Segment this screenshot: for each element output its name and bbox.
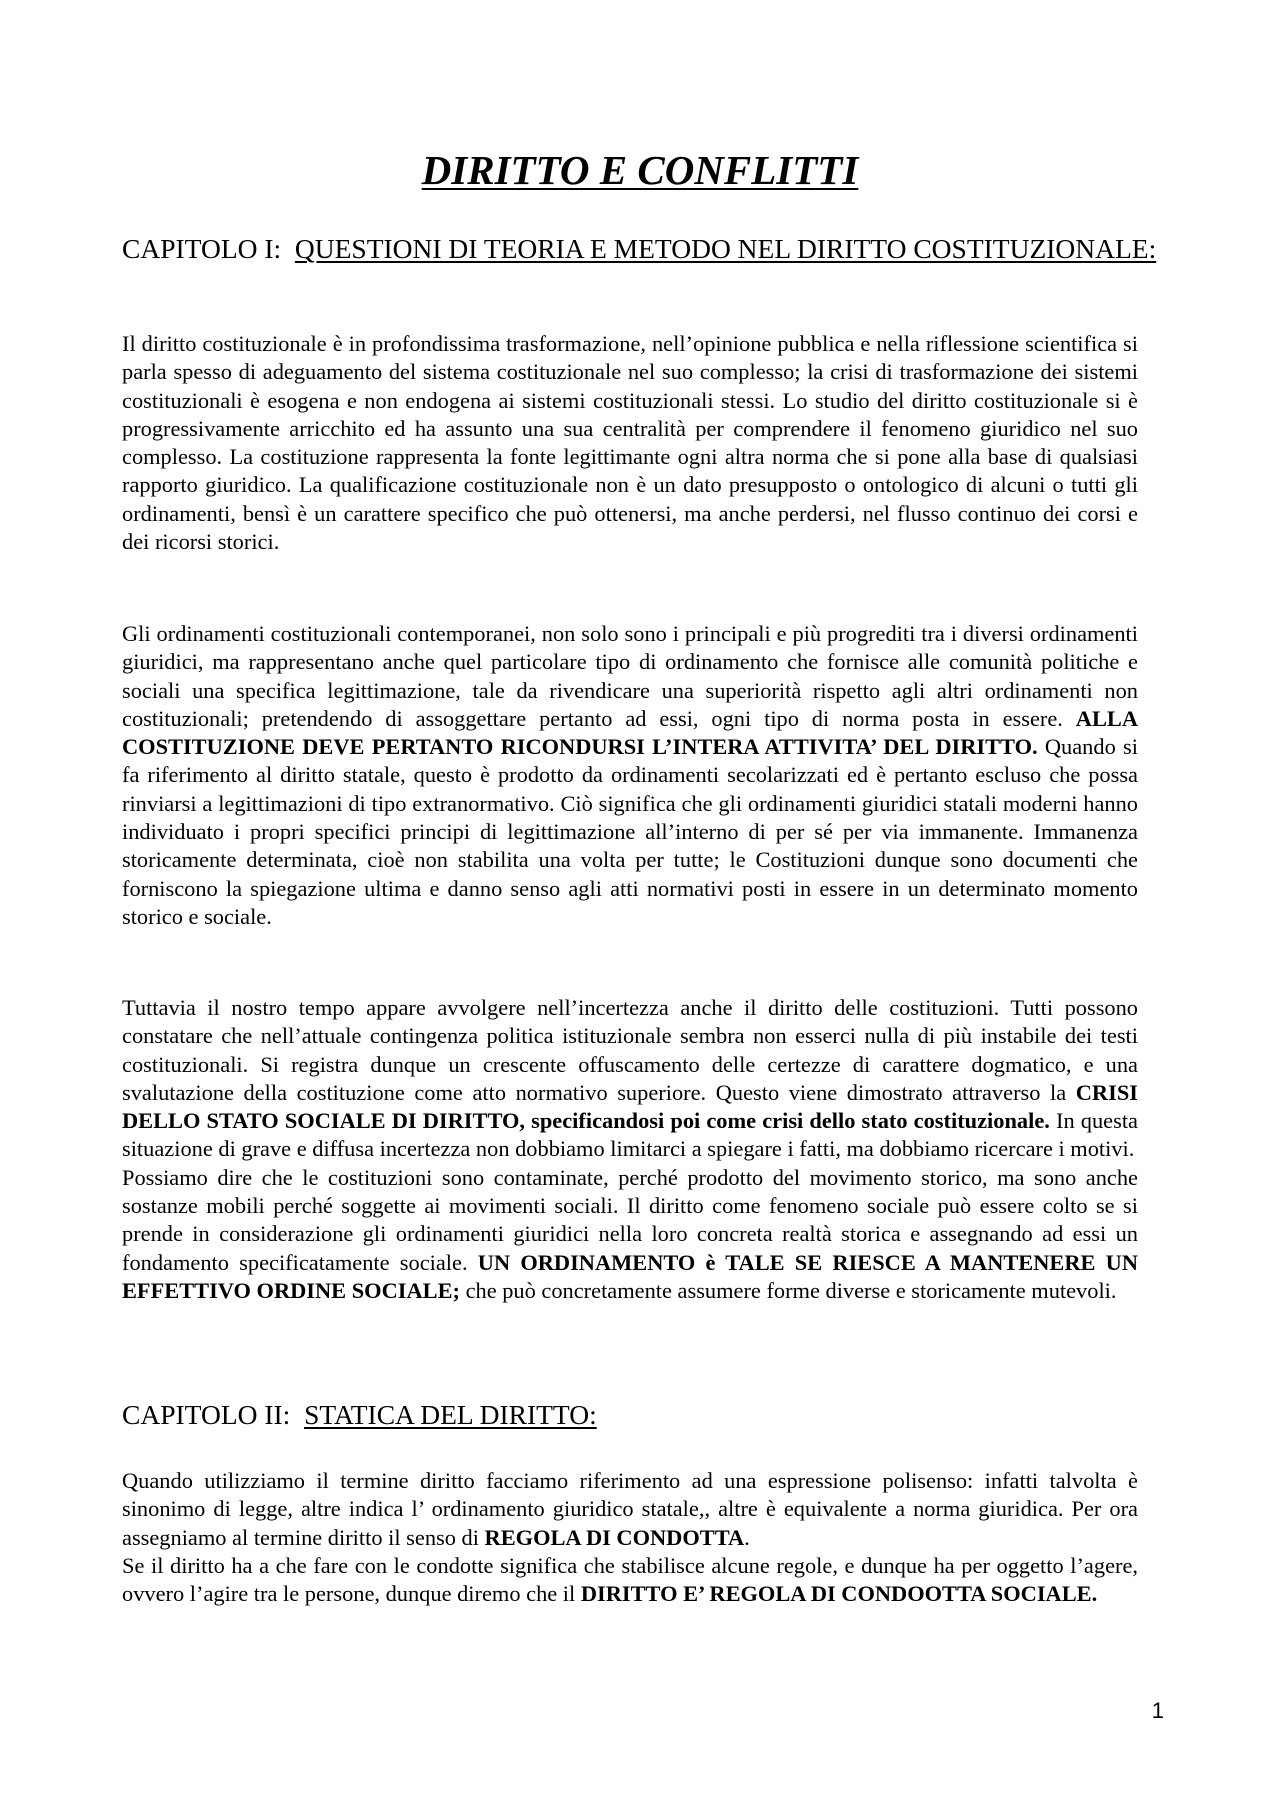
paragraph-4 xyxy=(122,1467,1138,1608)
chapter-2-label: CAPITOLO II: xyxy=(122,1399,291,1430)
document-title: DIRITTO E CONFLITTI xyxy=(421,147,859,193)
paragraph-2 xyxy=(122,620,1138,931)
paragraph-3-text-b: In questa situazione di grave e diffusa incertezza non dobbiamo limitarci a spiegare i fatti, ma dobbiamo ricercare i motivi. xyxy=(122,1108,1138,1162)
paragraph-2-text-b: Quando si fa riferimento al diritto statale, questo è prodotto da ordinamenti secolarizzati ed è pertanto escluso che possa rinviarsi a legittimazioni di tipo extranormativo. Ciò significa che gli ordinamenti giuridici statali moderni hanno individuato i propri specifici principi di legittimazione all’interno di per sé per via immanente. Immanenza storicamente determinata, cioè non stabilita una volta per tutte; le Costituzioni dunque sono documenti che forniscono la spiegazione ultima e danno senso agli atti normativi posti in essere in un determinato momento storico e sociale. xyxy=(122,734,1138,929)
paragraph-4-text-b: . xyxy=(744,1524,750,1550)
paragraph-2-text-a: Gli ordinamenti costituzionali contemporanei, non solo sono i principali e più progrediti tra i diversi ordinamenti giuridici, ma rappresentano anche quel particolare tipo di ordinamento che fornisce alle comunità politiche e sociali una specifica legittimazione, tale da rivendicare una superiorità rispetto agli altri ordinamenti non costituzionali; pretendendo di assoggettare pertanto ad essi, ogni tipo di norma posta in essere. xyxy=(122,621,1138,731)
chapter-2-title: STATICA DEL DIRITTO: xyxy=(304,1399,597,1430)
chapter-1-heading xyxy=(122,233,1176,264)
paragraph-4-bold-a: REGOLA DI CONDOTTA xyxy=(484,1524,745,1550)
paragraph-4-text-a: Quando utilizziamo il termine diritto facciamo riferimento ad una espressione polisenso: infatti talvolta è sinonimo di legge, altre indica l’ ordinamento giuridico statale,, altre è equivalente a norma giuridica. Per ora assegniamo al termine diritto il senso di xyxy=(122,1468,1138,1550)
paragraph-3-text-a: Tuttavia il nostro tempo appare avvolgere nell’incertezza anche il diritto delle costituzioni. Tutti possono constatare che nell’attuale contingenza politica istituzionale sembra non esserci nulla di più instabile dei testi costituzionali. Si registra dunque un crescente offuscamento delle certezze di carattere dogmatico, e una svalutazione della costituzione come atto normativo superiore. Questo viene dimostrato attraverso la xyxy=(122,995,1138,1105)
chapter-1-title: QUESTIONI DI TEORIA E METODO NEL DIRITTO COSTITUZIONALE: xyxy=(294,233,1157,264)
paragraph-3 xyxy=(122,994,1138,1305)
paragraph-4-text-c: Se il diritto ha a che fare con le condotte significa che stabilisce alcune regole, e dunque ha per oggetto l’agere, ovvero l’agire tra le persone, dunque diremo che il xyxy=(122,1552,1138,1607)
page-number: 1 xyxy=(1151,1698,1164,1723)
paragraph-1: Il diritto costituzionale è in profondissima trasformazione, nell’opinione pubblica e nella riflessione scientifica si parla spesso di adeguamento del sistema costituzionale nel suo complesso; la crisi di trasformazione dei sistemi costituzionali è esogena e non endogena ai sistemi costituzionali stessi. Lo studio del diritto costituzionale si è progressivamente arricchito ed ha assunto una sua centralità per comprendere il fenomeno giuridico nel suo complesso. La costituzione rappresenta la fonte legittimante ogni altra norma che si pone alla base di qualsiasi rapporto giuridico. La qualificazione costituzionale non è un dato presupposto o ontologico di alcuni o tutti gli ordinamenti, bensì è un carattere specifico che può ottenersi, ma anche perdersi, nel flusso continuo dei corsi e dei ricorsi storici. xyxy=(122,331,1138,555)
paragraph-4-bold-b: DIRITTO E’ REGOLA DI CONDOOTTA SOCIALE. xyxy=(580,1581,1098,1607)
paragraph-3-bold-a: CRISI DELLO STATO SOCIALE DI DIRITTO, specificandosi poi come crisi dello stato costituzionale. xyxy=(122,1079,1138,1134)
chapter-2-heading xyxy=(122,1399,1176,1430)
paragraph-3-text-c: Possiamo dire che le costituzioni sono contaminate, perché prodotto del movimento storico, ma sono anche sostanze mobili perché soggette ai movimenti sociali. Il diritto come fenomeno sociale può essere colto se si prende in considerazione gli ordinamenti giuridici nella loro concreta realtà storica e assegnando ad essi un fondamento specificatamente sociale. xyxy=(122,1164,1138,1275)
chapter-1-label: CAPITOLO I: xyxy=(122,233,282,264)
paragraph-3-text-d: che può concretamente assumere forme diverse e storicamente mutevoli. xyxy=(459,1277,1117,1303)
paragraph-3-bold-b: UN ORDINAMENTO è TALE SE RIESCE A MANTENERE UN EFFETTIVO ORDINE SOCIALE; xyxy=(122,1249,1138,1303)
paragraph-2-bold-a: ALLA COSTITUZIONE DEVE PERTANTO RICONDURSI L’INTERA ATTIVITA’ DEL DIRITTO. xyxy=(122,705,1138,760)
